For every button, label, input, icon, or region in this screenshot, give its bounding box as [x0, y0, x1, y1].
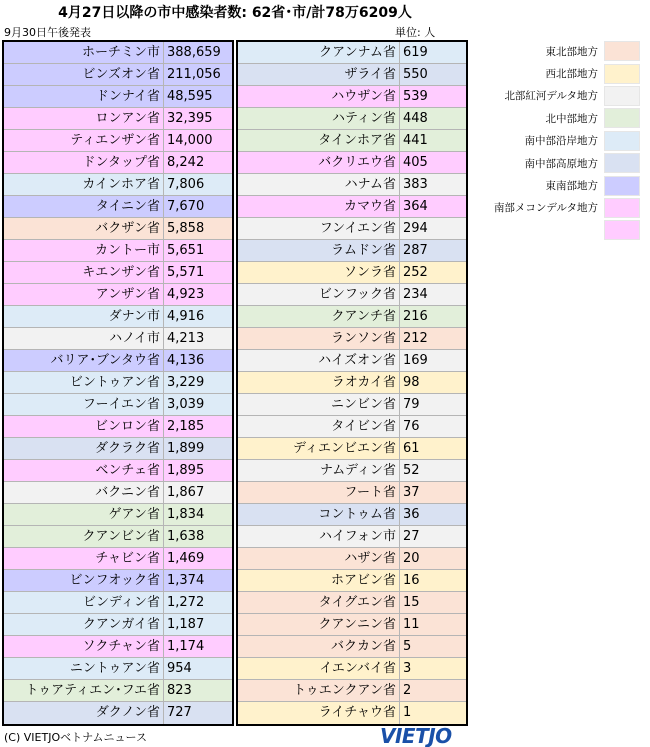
province-name: カインホア省	[4, 174, 164, 195]
legend-swatch	[604, 220, 640, 240]
legend-label: 南中部高原地方	[524, 157, 598, 170]
province-name: ビンディン省	[4, 592, 164, 613]
case-count: 3,039	[167, 397, 205, 412]
province-name: ラオカイ省	[238, 372, 400, 393]
table-row	[4, 482, 232, 504]
table-row	[4, 284, 232, 306]
province-name: ザライ省	[238, 64, 400, 85]
case-count: 1,469	[167, 551, 205, 566]
province-name: ドンナイ省	[4, 86, 164, 107]
case-count: 364	[403, 199, 428, 214]
table-row	[4, 680, 232, 702]
province-name: チャビン省	[4, 548, 164, 569]
table-row	[4, 306, 232, 328]
case-count: 52	[403, 463, 420, 478]
case-count: 48,595	[167, 89, 213, 104]
province-name: ゲアン省	[4, 504, 164, 525]
legend-swatch	[604, 64, 640, 84]
table-row	[238, 526, 466, 548]
case-count: 5	[403, 639, 412, 654]
table-row	[238, 174, 466, 196]
province-name: ライチャウ省	[238, 702, 400, 724]
province-name: ナムディン省	[238, 460, 400, 481]
province-name: ビントゥアン省	[4, 372, 164, 393]
table-row	[238, 658, 466, 680]
table-row	[4, 504, 232, 526]
case-count: 27	[403, 529, 420, 544]
case-count: 234	[403, 287, 428, 302]
province-name: ホアビン省	[238, 570, 400, 591]
province-name: ビンズオン省	[4, 64, 164, 85]
case-count: 1,867	[167, 485, 205, 500]
province-name: ハティン省	[238, 108, 400, 129]
table-row	[4, 526, 232, 548]
legend-swatch	[604, 153, 640, 173]
case-count: 405	[403, 155, 428, 170]
case-count: 619	[403, 45, 428, 60]
table-row	[4, 658, 232, 680]
province-name: ハザン省	[238, 548, 400, 569]
province-name: イエンバイ省	[238, 658, 400, 679]
province-name: タイニン省	[4, 196, 164, 217]
province-name: ハノイ市	[4, 328, 164, 349]
case-count: 212	[403, 331, 428, 346]
table-row	[238, 42, 466, 64]
province-table-left	[2, 40, 234, 726]
case-count: 3,229	[167, 375, 205, 390]
case-count: 1,899	[167, 441, 205, 456]
province-name: ドンタップ省	[4, 152, 164, 173]
province-name: ソンラ省	[238, 262, 400, 283]
province-table-right	[236, 40, 468, 726]
table-row	[4, 592, 232, 614]
province-name: トゥエンクアン省	[238, 680, 400, 701]
province-name: ロンアン省	[4, 108, 164, 129]
region-legend	[478, 40, 648, 242]
table-row	[4, 108, 232, 130]
legend-item	[478, 219, 648, 241]
legend-item	[478, 174, 648, 196]
case-count: 539	[403, 89, 428, 104]
case-count: 4,136	[167, 353, 205, 368]
case-count: 76	[403, 419, 420, 434]
case-count: 252	[403, 265, 428, 280]
case-count: 4,923	[167, 287, 205, 302]
legend-label: 北中部地方	[545, 112, 598, 125]
case-count: 727	[167, 705, 192, 720]
province-name: ニントゥアン省	[4, 658, 164, 679]
case-count: 98	[403, 375, 420, 390]
table-row	[238, 548, 466, 570]
table-row	[4, 460, 232, 482]
province-name: ダナン市	[4, 306, 164, 327]
vietjo-logo: VIETJO	[380, 724, 452, 747]
case-count: 1,834	[167, 507, 205, 522]
case-count: 383	[403, 177, 428, 192]
province-name: クアンチ省	[238, 306, 400, 327]
case-count: 5,858	[167, 221, 205, 236]
case-count: 441	[403, 133, 428, 148]
province-name: フーイエン省	[4, 394, 164, 415]
case-count: 1,374	[167, 573, 205, 588]
province-name: フート省	[238, 482, 400, 503]
case-count: 32,395	[167, 111, 213, 126]
table-row	[4, 262, 232, 284]
table-row	[238, 372, 466, 394]
case-count: 954	[167, 661, 192, 676]
case-count: 1	[403, 705, 412, 720]
legend-label: 西北部地方	[545, 68, 598, 81]
table-row	[238, 262, 466, 284]
legend-swatch	[604, 41, 640, 61]
legend-item	[478, 152, 648, 174]
province-name: コントゥム省	[238, 504, 400, 525]
case-count: 36	[403, 507, 420, 522]
case-count: 2	[403, 683, 412, 698]
province-name: ダクノン省	[4, 702, 164, 724]
table-row	[238, 64, 466, 86]
legend-label: 東北部地方	[545, 45, 598, 58]
case-count: 37	[403, 485, 420, 500]
table-row	[238, 306, 466, 328]
table-row	[238, 218, 466, 240]
table-row	[4, 394, 232, 416]
province-name: クアンナム省	[238, 42, 400, 63]
table-row	[238, 438, 466, 460]
table-row	[4, 130, 232, 152]
table-row	[4, 614, 232, 636]
province-name: クアンビン省	[4, 526, 164, 547]
case-count: 4,213	[167, 331, 205, 346]
table-row	[238, 482, 466, 504]
case-count: 1,187	[167, 617, 205, 632]
table-row	[4, 570, 232, 592]
table-row	[238, 504, 466, 526]
table-row	[4, 86, 232, 108]
table-row	[4, 196, 232, 218]
case-count: 216	[403, 309, 428, 324]
province-name: タイビン省	[238, 416, 400, 437]
case-count: 823	[167, 683, 192, 698]
table-row	[238, 592, 466, 614]
legend-item	[478, 130, 648, 152]
province-name: ラムドン省	[238, 240, 400, 261]
legend-label: 北部紅河デルタ地方	[504, 90, 598, 103]
announcement-date: 9月30日午後発表	[4, 26, 91, 39]
province-name: バクリエウ省	[238, 152, 400, 173]
table-row	[238, 240, 466, 262]
province-name: ビンフオック省	[4, 570, 164, 591]
table-row	[4, 702, 232, 724]
province-name: クアンニン省	[238, 614, 400, 635]
table-row	[4, 64, 232, 86]
legend-label: 東南部地方	[545, 180, 598, 193]
province-name: ホーチミン市	[4, 42, 164, 63]
table-row	[238, 350, 466, 372]
table-row	[4, 152, 232, 174]
table-row	[238, 152, 466, 174]
legend-swatch	[604, 176, 640, 196]
province-name: バクニン省	[4, 482, 164, 503]
case-count: 7,670	[167, 199, 205, 214]
legend-item	[478, 40, 648, 62]
table-row	[238, 284, 466, 306]
case-count: 388,659	[167, 45, 221, 60]
table-row	[4, 416, 232, 438]
case-count: 5,571	[167, 265, 205, 280]
table-row	[4, 174, 232, 196]
case-count: 1,174	[167, 639, 205, 654]
case-count: 2,185	[167, 419, 205, 434]
case-count: 294	[403, 221, 428, 236]
table-row	[238, 196, 466, 218]
table-row	[238, 460, 466, 482]
case-count: 169	[403, 353, 428, 368]
table-row	[4, 372, 232, 394]
province-name: ティエンザン省	[4, 130, 164, 151]
province-name: ダクラク省	[4, 438, 164, 459]
copyright-footer: (C) VIETJOベトナムニュース	[4, 731, 148, 744]
case-count: 211,056	[167, 67, 221, 82]
table-row	[4, 548, 232, 570]
table-row	[238, 570, 466, 592]
province-name: トゥアティエン･フエ省	[4, 680, 164, 701]
table-row	[238, 394, 466, 416]
case-count: 1,638	[167, 529, 205, 544]
case-count: 7,806	[167, 177, 205, 192]
table-row	[238, 108, 466, 130]
case-count: 79	[403, 397, 420, 412]
case-count: 287	[403, 243, 428, 258]
case-count: 8,242	[167, 155, 205, 170]
table-row	[238, 86, 466, 108]
province-name: ニンビン省	[238, 394, 400, 415]
province-name: ベンチェ省	[4, 460, 164, 481]
province-name: ビンフック省	[238, 284, 400, 305]
province-name: バリア･ブンタウ省	[4, 350, 164, 371]
case-count: 1,272	[167, 595, 205, 610]
table-row	[4, 636, 232, 658]
legend-swatch	[604, 198, 640, 218]
table-row	[238, 416, 466, 438]
legend-item	[478, 85, 648, 107]
table-row	[238, 636, 466, 658]
province-name: バクザン省	[4, 218, 164, 239]
province-name: カントー市	[4, 240, 164, 261]
province-name: キエンザン省	[4, 262, 164, 283]
table-row	[4, 42, 232, 64]
province-name: アンザン省	[4, 284, 164, 305]
province-name: ビンロン省	[4, 416, 164, 437]
table-row	[4, 218, 232, 240]
table-row	[4, 350, 232, 372]
legend-swatch	[604, 108, 640, 128]
case-count: 14,000	[167, 133, 213, 148]
case-count: 1,895	[167, 463, 205, 478]
legend-item	[478, 107, 648, 129]
province-name: ハイフォン市	[238, 526, 400, 547]
table-row	[4, 240, 232, 262]
case-count: 4,916	[167, 309, 205, 324]
case-count: 3	[403, 661, 412, 676]
province-name: バクカン省	[238, 636, 400, 657]
table-row	[238, 702, 466, 724]
province-name: ハウザン省	[238, 86, 400, 107]
province-name: ハナム省	[238, 174, 400, 195]
table-row	[4, 328, 232, 350]
legend-label: 南中部沿岸地方	[524, 135, 598, 148]
province-name: タインホア省	[238, 130, 400, 151]
chart-title: 4月27日以降の市中感染者数: 62省･市/計78万6209人	[58, 5, 412, 21]
table-row	[238, 614, 466, 636]
province-name: ハイズオン省	[238, 350, 400, 371]
table-row	[4, 438, 232, 460]
province-name: ディエンビエン省	[238, 438, 400, 459]
province-name: カマウ省	[238, 196, 400, 217]
legend-item	[478, 197, 648, 219]
province-name: タイグエン省	[238, 592, 400, 613]
legend-label: 南部メコンデルタ地方	[493, 202, 598, 215]
case-count: 15	[403, 595, 420, 610]
province-name: ランソン省	[238, 328, 400, 349]
case-count: 16	[403, 573, 420, 588]
case-count: 448	[403, 111, 428, 126]
legend-item	[478, 62, 648, 84]
province-name: ソクチャン省	[4, 636, 164, 657]
case-count: 5,651	[167, 243, 205, 258]
province-name: フンイエン省	[238, 218, 400, 239]
case-count: 550	[403, 67, 428, 82]
case-count: 61	[403, 441, 420, 456]
legend-swatch	[604, 131, 640, 151]
table-row	[238, 680, 466, 702]
case-count: 20	[403, 551, 420, 566]
legend-swatch	[604, 86, 640, 106]
unit-label: 単位: 人	[395, 26, 436, 39]
province-name: クアンガイ省	[4, 614, 164, 635]
case-count: 11	[403, 617, 420, 632]
table-row	[238, 328, 466, 350]
table-row	[238, 130, 466, 152]
